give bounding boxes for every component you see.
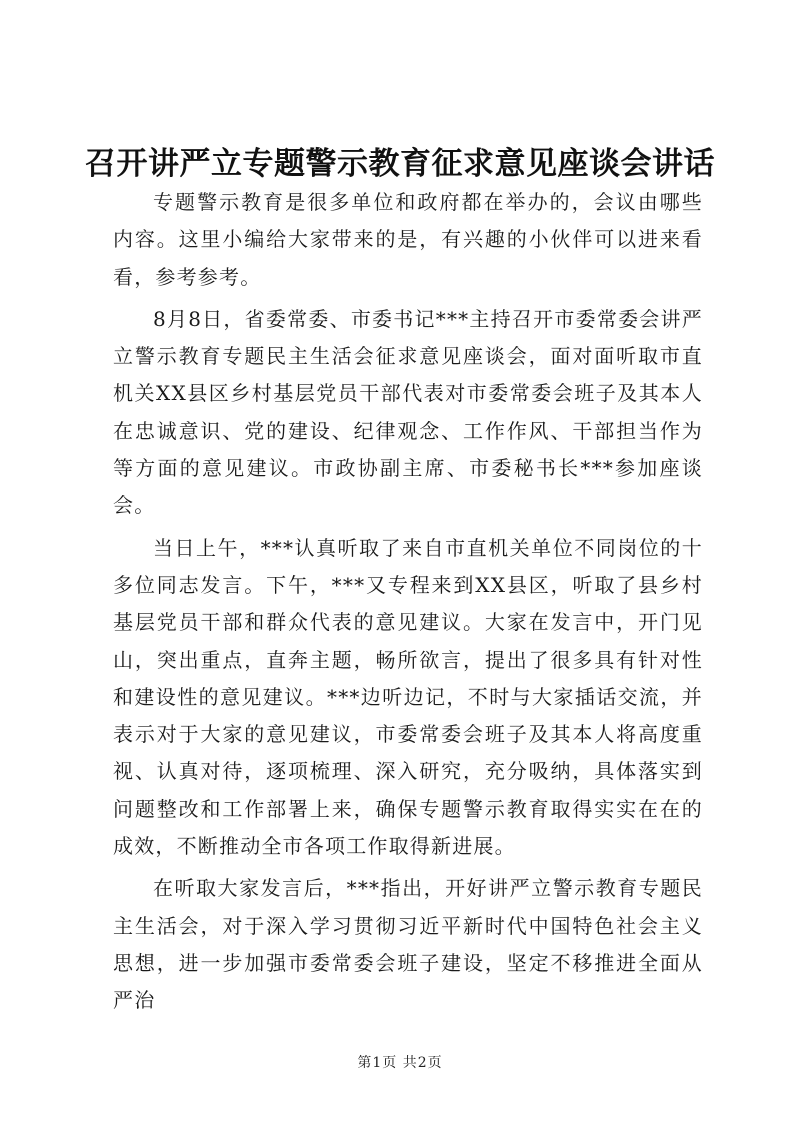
document-body — [113, 184, 703, 1025]
paragraph-intro: 专题警示教育是很多单位和政府都在举办的，会议由哪些内容。这里小编给大家带来的是，有兴趣的小伙伴可以进来看看，参考参考。 — [113, 190, 703, 289]
page-number-footer: 第1页 共2页 — [357, 1055, 443, 1071]
document-title: 召开讲严立专题警示教育征求意见座谈会讲话 — [85, 146, 715, 182]
paragraph-listening: 当日上午，***认真听取了来自市直机关单位不同岗位的十多位同志发言。下午，***又专程来到XX县区，听取了县乡村基层党员干部和群众代表的意见建议。大家在发言中，开门见山，突出重点，直奔主题，畅所欲言，提出了很多具有针对性和建设性的意见建议。***边听边记，不时与大家插话交流，并表示对于大家的意见建议，市委常委会班子及其本人将高度重视、认真对待，逐项梳理、深入研究，充分吸纳，具体落实到问题整改和工作部署上来，确保专题警示教育取得实实在在的成效，不断推动全市各项工作取得新进展。 — [113, 535, 703, 859]
paragraph-meeting: 8月8日，省委常委、市委书记***主持召开市委常委会讲严立警示教育专题民主生活会征求意见座谈会，面对面听取市直机关XX县区乡村基层党员干部代表对市委常委会班子及其本人在忠诚意识、党的建设、纪律观念、工作作风、干部担当作为等方面的意见建议。市政协副主席、市委秘书长***参加座谈会。 — [113, 306, 703, 518]
paragraph-remarks: 在听取大家发言后，***指出，开好讲严立警示教育专题民主生活会，对于深入学习贯彻习近平新时代中国特色社会主义思想，进一步加强市委常委会班子建设，坚定不移推进全面从严治 — [113, 876, 703, 1013]
